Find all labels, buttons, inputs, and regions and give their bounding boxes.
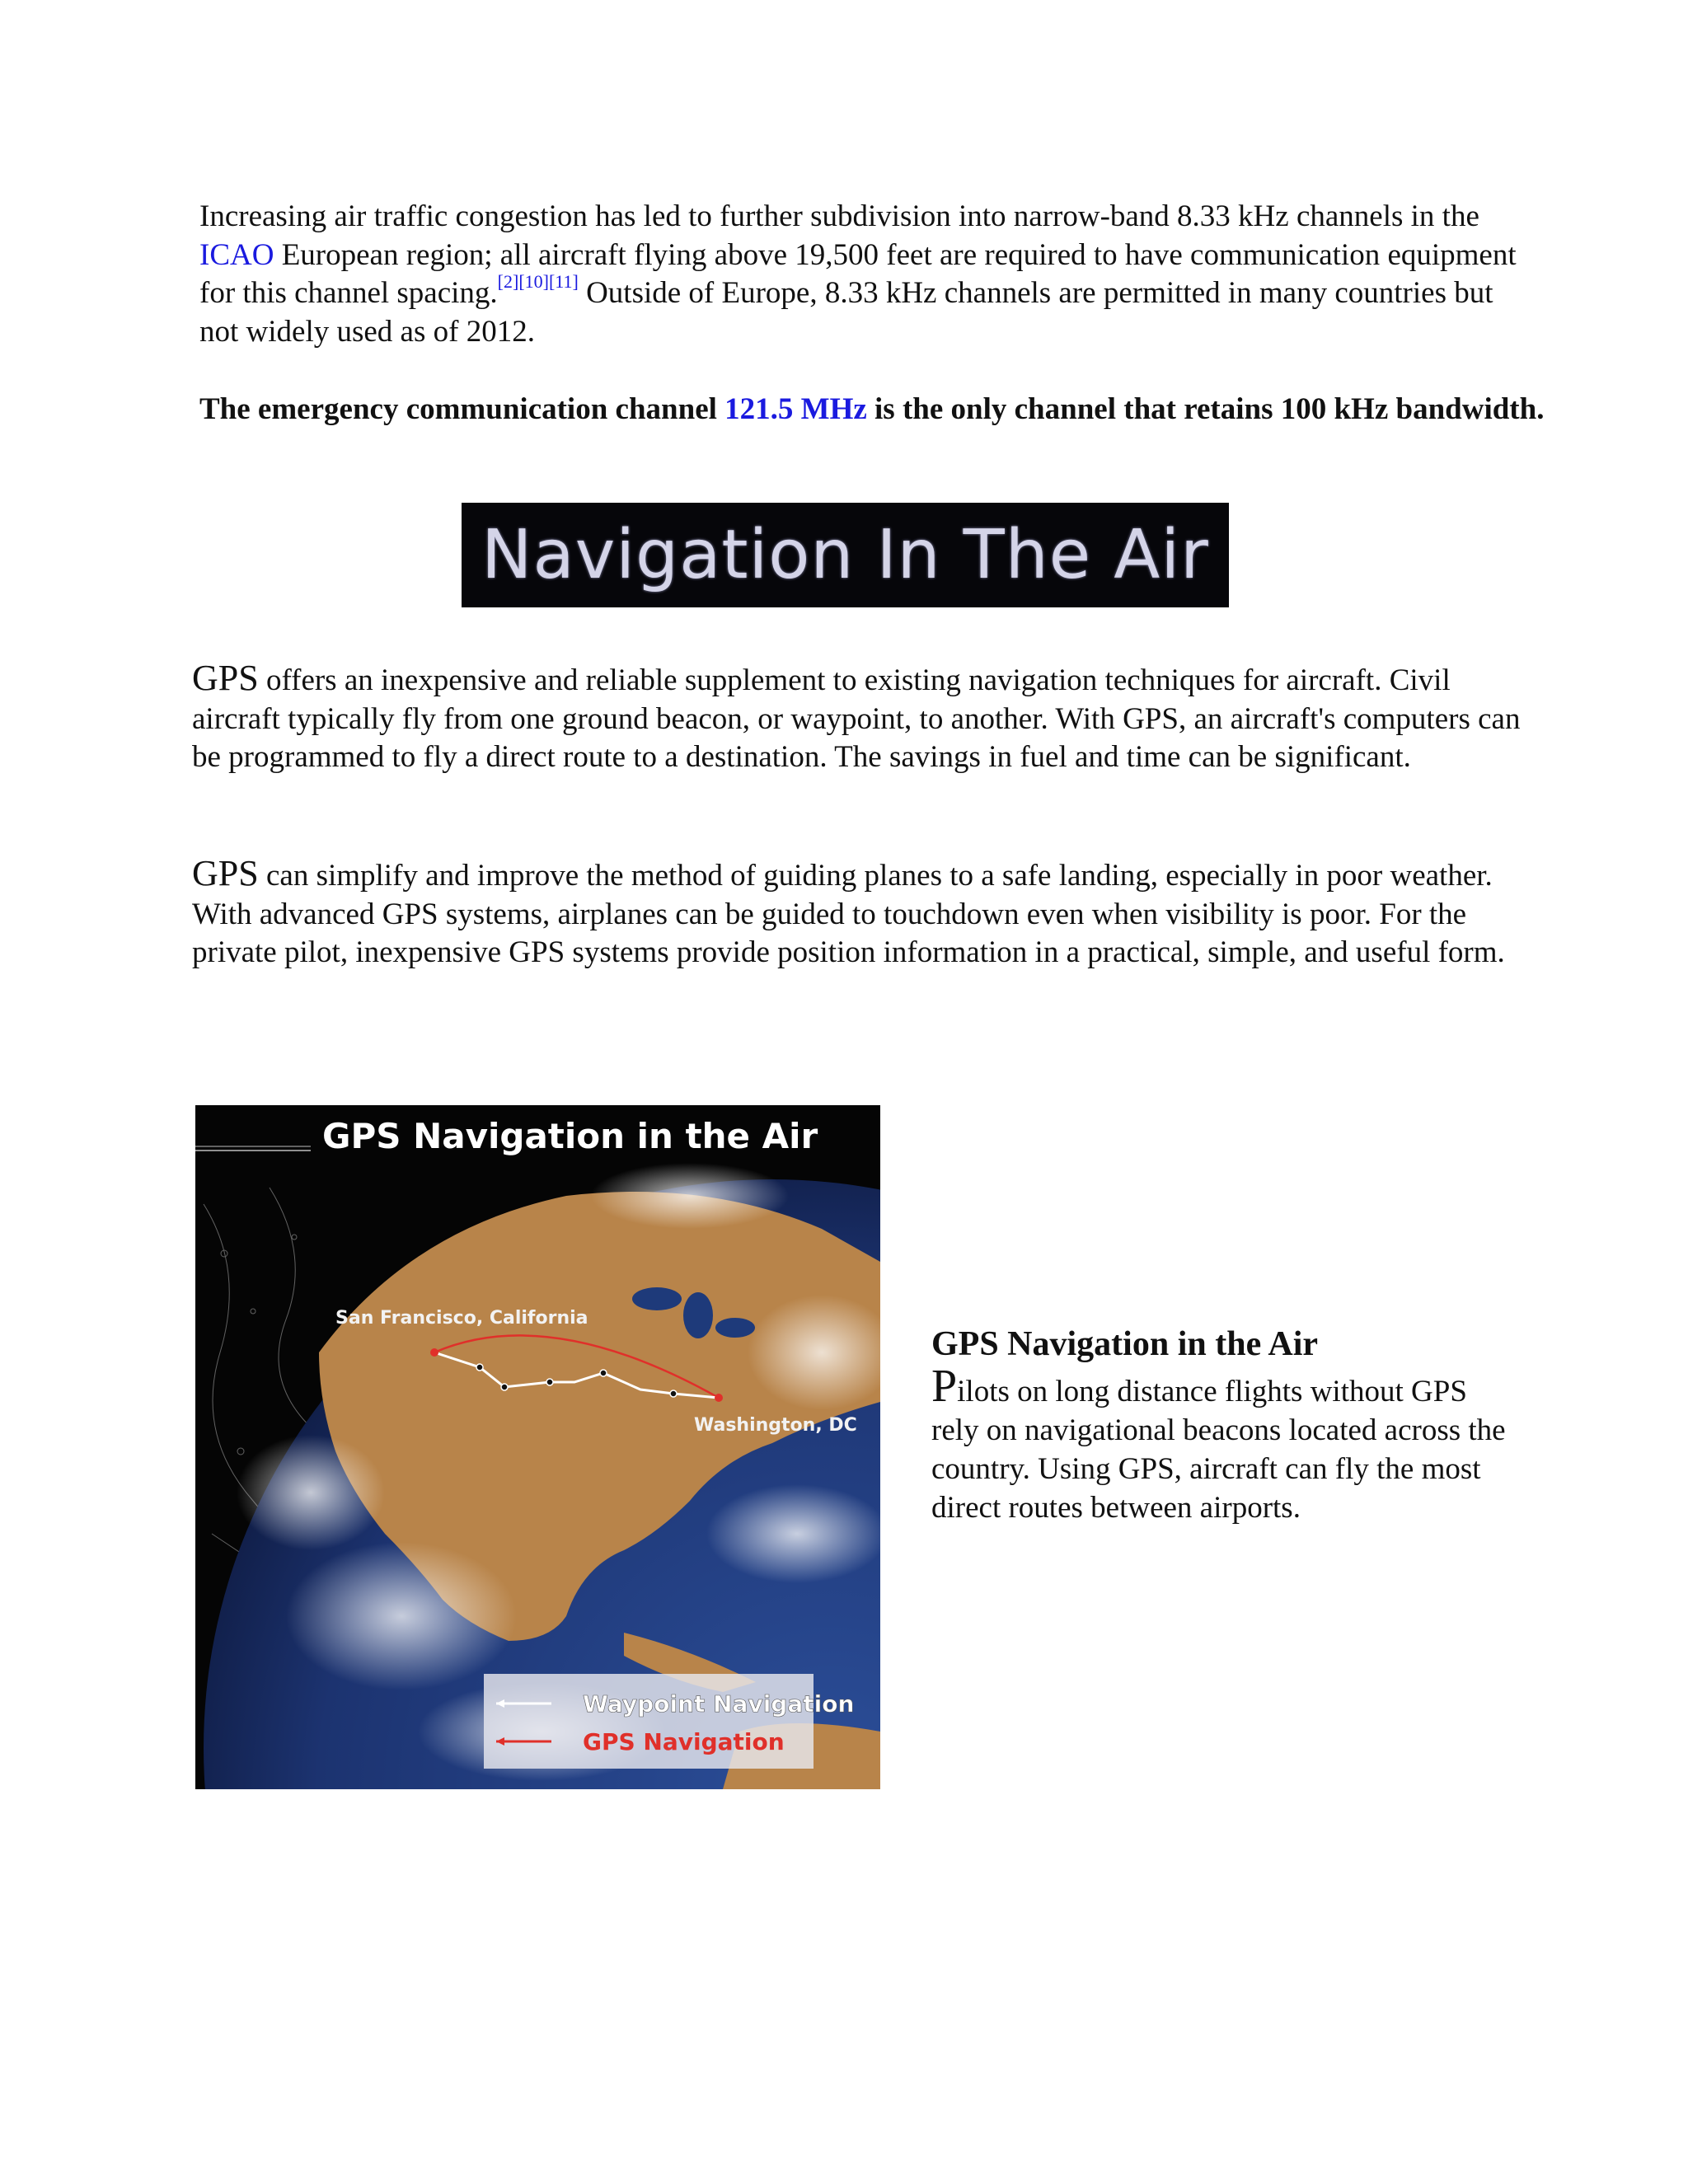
caption-text bbox=[931, 1361, 1508, 1527]
p3-lead: GPS bbox=[192, 658, 259, 698]
paragraph-emergency-channel bbox=[199, 391, 1551, 429]
caption-drop-letter: P bbox=[931, 1361, 958, 1412]
p4-lead: GPS bbox=[192, 853, 259, 893]
p1-text-after: Outside of Europe, 8.33 kHz channels are permitted in many countries but not widely used as of 2012. bbox=[199, 276, 1493, 349]
p3-text: offers an inexpensive and reliable supplement to existing navigation techniques for aircraft. Civil aircraft typically fly from one ground beacon, or waypoint, to another. With GPS, an aircraft's computers can be programmed to fly a direct route to a destination. The savings in fuel and time can be significant. bbox=[192, 663, 1521, 774]
origin-marker bbox=[430, 1348, 438, 1357]
banner-title: Navigation In The Air bbox=[481, 516, 1209, 594]
paragraph-channel-spacing bbox=[199, 198, 1518, 351]
figure-caption bbox=[931, 1321, 1508, 1527]
p4-text: can simplify and improve the method of guiding planes to a safe landing, especially in poor weather. With advanced GPS systems, airplanes can be guided to touchdown even when visibility is poor. For the private pilot, inexpensive GPS systems provide position information in a practical, simple, and useful form. bbox=[192, 859, 1505, 969]
legend-waypoint-label: Waypoint Navigation bbox=[583, 1690, 855, 1718]
reference-links[interactable]: [2][10][11] bbox=[497, 271, 579, 292]
legend-gps-label: GPS Navigation bbox=[583, 1728, 785, 1755]
figure-title: GPS Navigation in the Air bbox=[322, 1116, 818, 1156]
caption-body: ilots on long distance flights without GPS rely on navigational beacons located across the country. Using GPS, aircraft can fly the most direct routes between airports. bbox=[931, 1375, 1506, 1525]
destination-marker bbox=[715, 1394, 723, 1402]
p2-text-after: is the only channel that retains 100 kHz bandwidth. bbox=[866, 392, 1545, 426]
p1-text-middle: European region; all aircraft flying above 19,500 feet are required to have communication equipment for this channel spacing. bbox=[199, 237, 1517, 310]
paragraph-gps-supplement bbox=[192, 659, 1527, 777]
p1-text-before: Increasing air traffic congestion has led to further subdivision into narrow-band 8.33 kHz channels in the bbox=[199, 199, 1479, 233]
caption-title: GPS Navigation in the Air bbox=[931, 1325, 1319, 1363]
label-destination: Washington, DC bbox=[694, 1415, 857, 1436]
gps-navigation-figure bbox=[195, 1105, 880, 1789]
label-origin: San Francisco, California bbox=[335, 1308, 588, 1329]
icao-link[interactable]: ICAO bbox=[199, 237, 274, 272]
frequency-link[interactable]: 121.5 MHz bbox=[724, 392, 867, 426]
p2-text-before: The emergency communication channel bbox=[199, 392, 725, 426]
paragraph-gps-landing bbox=[192, 855, 1527, 972]
figure-illustration bbox=[195, 1105, 880, 1789]
navigation-banner-image bbox=[462, 503, 1229, 607]
